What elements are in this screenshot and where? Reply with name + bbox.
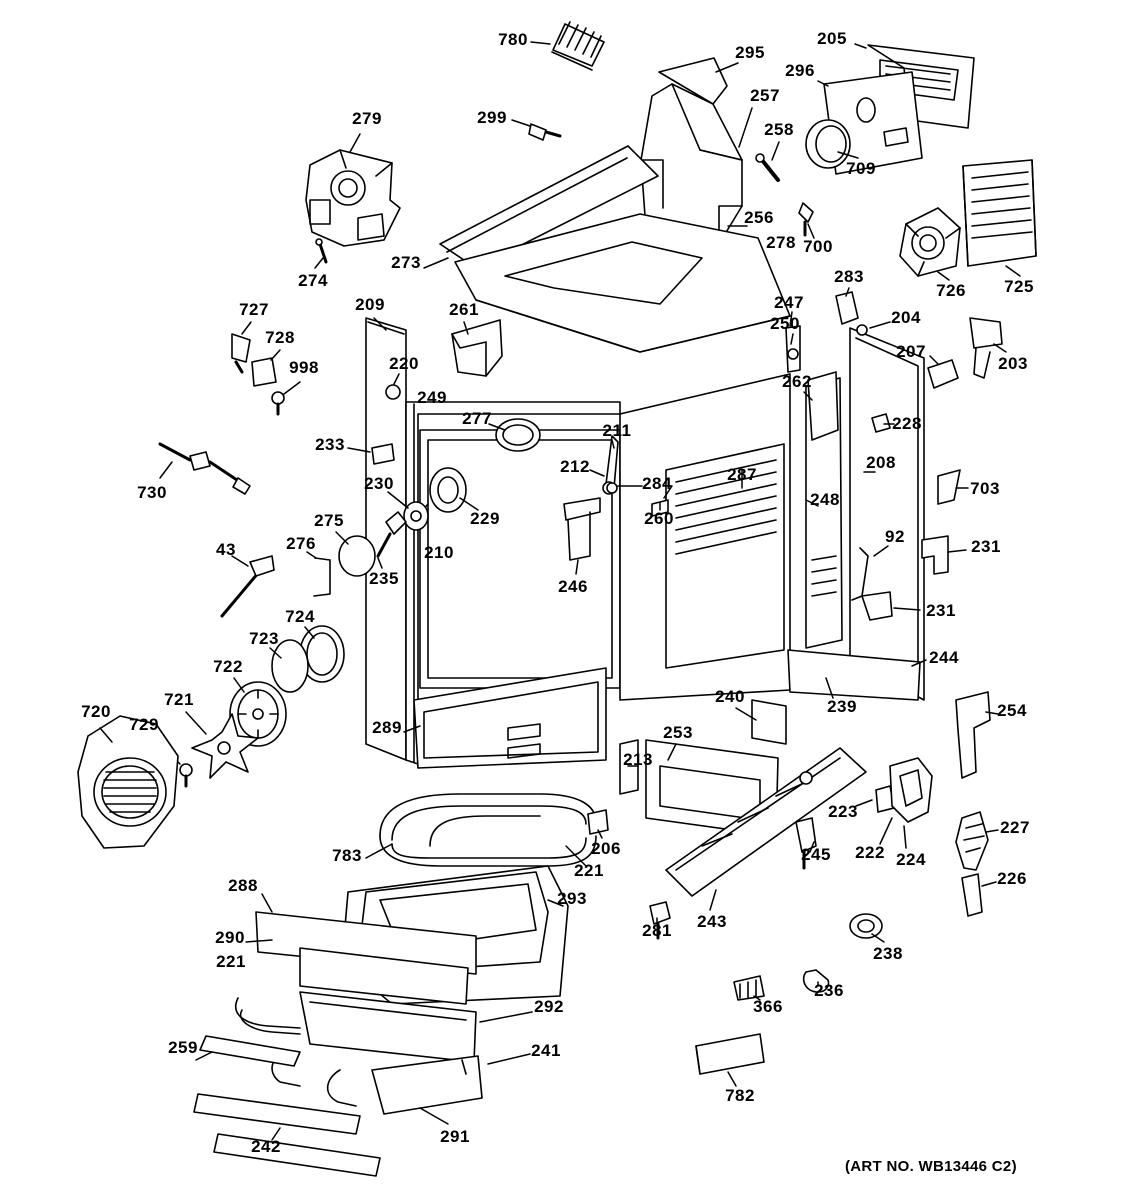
- callout-275: 275: [314, 511, 344, 530]
- callout-295: 295: [735, 43, 765, 62]
- callout-260: 260: [644, 509, 674, 528]
- callout-246: 246: [558, 577, 588, 596]
- part-295-vent-duct: [641, 58, 742, 244]
- part-703: [938, 470, 960, 504]
- callout-249: 249: [417, 388, 447, 407]
- part-725: [963, 160, 1036, 266]
- callout-703: 703: [970, 479, 1000, 498]
- part-279: [306, 150, 400, 246]
- callout-231: 231: [971, 537, 1001, 556]
- callout-299: 299: [477, 108, 507, 127]
- part-729: [180, 764, 192, 786]
- callout-253: 253: [663, 723, 693, 742]
- callout-278: 278: [766, 233, 796, 252]
- callout-204: 204: [891, 308, 921, 327]
- callout-247: 247: [774, 293, 804, 312]
- part-227: [956, 812, 988, 870]
- callout-226: 226: [997, 869, 1027, 888]
- part-730: [160, 444, 250, 494]
- callout-235: 235: [369, 569, 399, 588]
- callout-287: 287: [727, 465, 757, 484]
- callout-208: 208: [866, 453, 896, 472]
- callout-277: 277: [462, 409, 492, 428]
- callout-43: 43: [216, 540, 236, 559]
- callout-288: 288: [228, 876, 258, 895]
- part-241: [372, 1056, 482, 1114]
- callout-244: 244: [929, 648, 959, 667]
- callout-256: 256: [744, 208, 774, 227]
- callout-281: 281: [642, 921, 672, 940]
- callout-727: 727: [239, 300, 269, 319]
- callout-211: 211: [602, 421, 632, 440]
- callout-238: 238: [873, 944, 903, 963]
- callout-213: 213: [623, 750, 653, 769]
- part-207: [928, 360, 958, 388]
- part-783-element: [380, 794, 596, 866]
- callout-229: 229: [470, 509, 500, 528]
- callout-243: 243: [697, 912, 727, 931]
- callout-220: 220: [389, 354, 419, 373]
- part-222-224-handle: [890, 758, 932, 822]
- callout-728: 728: [265, 328, 295, 347]
- part-43: [222, 556, 274, 616]
- callout-276: 276: [286, 534, 316, 553]
- callout-273: 273: [391, 253, 421, 272]
- callout-233: 233: [315, 435, 345, 454]
- callout-240: 240: [715, 687, 745, 706]
- callout-257: 257: [750, 86, 780, 105]
- callout-279: 279: [352, 109, 382, 128]
- part-220: [386, 385, 400, 399]
- callout-254: 254: [997, 701, 1027, 720]
- part-261: [452, 320, 502, 376]
- callout-721: 721: [164, 690, 194, 709]
- callout-262: 262: [782, 372, 812, 391]
- callout-366: 366: [753, 997, 783, 1016]
- callout-236: 236: [814, 981, 844, 1000]
- callout-230: 230: [364, 474, 394, 493]
- callout-261: 261: [449, 300, 479, 319]
- part-284b: [607, 483, 617, 493]
- callout-221: 221: [574, 861, 604, 880]
- part-238: [850, 914, 882, 938]
- callout-228: 228: [892, 414, 922, 433]
- callout-222: 222: [855, 843, 885, 862]
- callout-221: 221: [216, 952, 246, 971]
- callout-290: 290: [215, 928, 245, 947]
- callout-223: 223: [828, 802, 858, 821]
- part-998: [272, 392, 284, 414]
- callout-296: 296: [785, 61, 815, 80]
- part-720-fan-cover: [78, 716, 178, 848]
- callout-203: 203: [998, 354, 1028, 373]
- callout-291: 291: [440, 1127, 470, 1146]
- part-228: [872, 414, 890, 432]
- part-709: [806, 120, 850, 168]
- part-226: [962, 874, 982, 916]
- callout-205: 205: [817, 29, 847, 48]
- callout-289: 289: [372, 718, 402, 737]
- callout-274: 274: [298, 271, 328, 290]
- callout-283: 283: [834, 267, 864, 286]
- part-259-242-rails: [194, 1036, 380, 1176]
- art-number-note: (ART NO. WB13446 C2): [845, 1158, 1017, 1175]
- callout-207: 207: [896, 342, 926, 361]
- callout-245: 245: [801, 845, 831, 864]
- callout-248: 248: [810, 490, 840, 509]
- part-287-cavity: [620, 374, 790, 700]
- callout-250: 250: [770, 314, 800, 333]
- part-782: [696, 1034, 764, 1074]
- callout-292: 292: [534, 997, 564, 1016]
- part-258: [756, 154, 778, 180]
- callout-709: 709: [846, 159, 876, 178]
- part-780: [552, 22, 604, 70]
- part-299: [529, 124, 560, 140]
- callout-209: 209: [355, 295, 385, 314]
- callout-723: 723: [249, 629, 279, 648]
- callout-210: 210: [424, 543, 454, 562]
- callout-239: 239: [827, 697, 857, 716]
- callout-782: 782: [725, 1086, 755, 1105]
- part-728: [252, 358, 276, 386]
- part-277: [496, 419, 540, 451]
- callout-242: 242: [251, 1137, 281, 1156]
- callout-92: 92: [885, 527, 905, 546]
- part-274: [316, 239, 326, 262]
- part-276: [314, 558, 330, 596]
- callout-783: 783: [332, 846, 362, 865]
- callout-720: 720: [81, 702, 111, 721]
- callout-724: 724: [285, 607, 315, 626]
- callout-730: 730: [137, 483, 167, 502]
- callout-227: 227: [1000, 818, 1030, 837]
- part-727: [232, 334, 250, 372]
- callout-241: 241: [531, 1041, 561, 1060]
- callout-293: 293: [557, 889, 587, 908]
- callout-224: 224: [896, 850, 926, 869]
- part-283: [836, 292, 858, 324]
- callout-259: 259: [168, 1038, 198, 1057]
- callout-284: 284: [642, 474, 672, 493]
- part-230: [404, 502, 428, 530]
- part-262: [808, 372, 838, 440]
- callout-725: 725: [1004, 277, 1034, 296]
- part-726: [900, 208, 960, 276]
- part-233: [372, 444, 394, 464]
- part-254: [956, 692, 990, 778]
- callout-729: 729: [129, 715, 159, 734]
- part-204: [857, 325, 867, 335]
- callout-212: 212: [560, 457, 590, 476]
- callout-231: 231: [926, 601, 956, 620]
- callout-722: 722: [213, 657, 243, 676]
- callout-258: 258: [764, 120, 794, 139]
- part-208-right-door: [850, 328, 924, 700]
- part-231a: [922, 536, 948, 574]
- part-240: [752, 700, 786, 744]
- callout-700: 700: [803, 237, 833, 256]
- callout-726: 726: [936, 281, 966, 300]
- callout-206: 206: [591, 839, 621, 858]
- callout-998: 998: [289, 358, 319, 377]
- callout-780: 780: [498, 30, 528, 49]
